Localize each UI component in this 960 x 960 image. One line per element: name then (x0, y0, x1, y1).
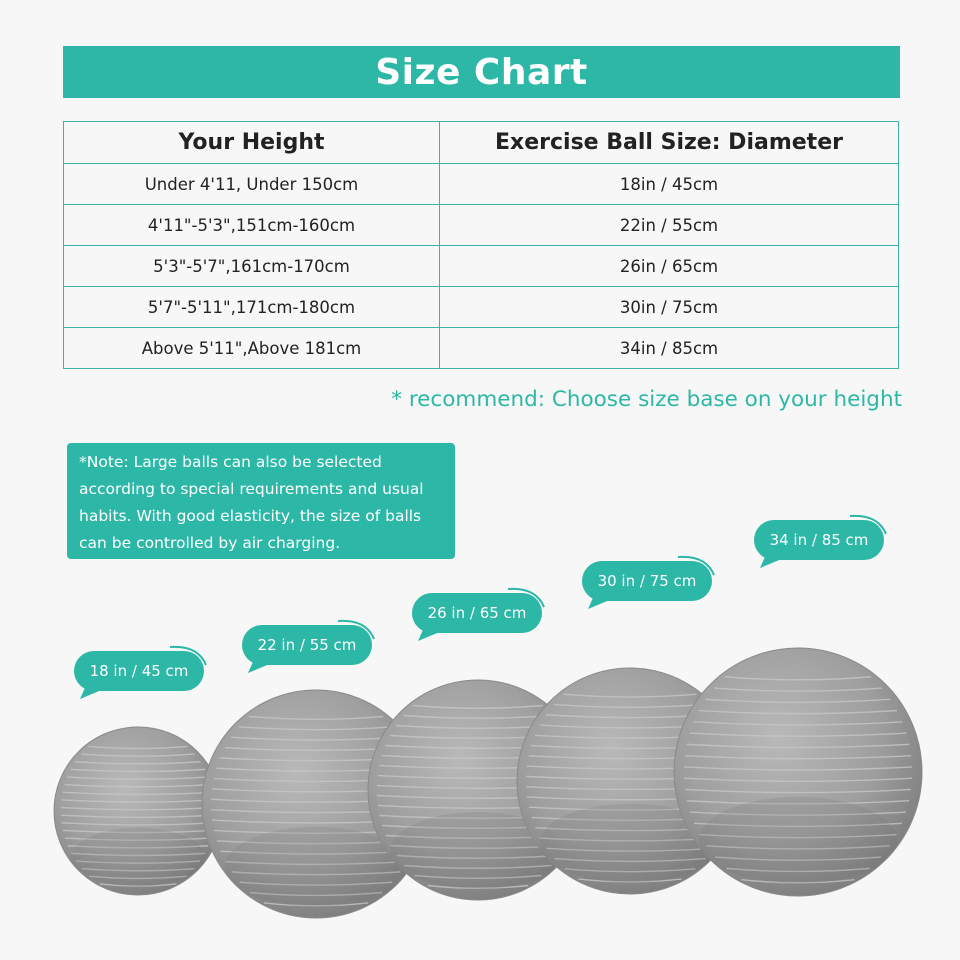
ball-size-label: 26 in / 65 cm (427, 604, 527, 622)
header-diameter: Exercise Ball Size: Diameter (440, 122, 899, 164)
size-label-bubble (412, 589, 544, 641)
height-cell: 5'3"-5'7",161cm-170cm (64, 246, 440, 287)
note-line: habits. With good elasticity, the size of balls (79, 507, 422, 525)
exercise-ball (54, 727, 222, 895)
recommend-text: * recommend: Choose size base on your height (391, 387, 902, 412)
ball-size-label: 18 in / 45 cm (89, 662, 189, 680)
height-cell: 4'11"-5'3",151cm-160cm (64, 205, 440, 246)
ball-size-label: 34 in / 85 cm (769, 531, 869, 549)
note-line: can be controlled by air charging. (79, 534, 341, 552)
size-label-bubble (242, 621, 374, 673)
size-label-bubble (754, 516, 886, 568)
diameter-cell: 26in / 65cm (440, 246, 899, 287)
diameter-cell: 22in / 55cm (440, 205, 899, 246)
diameter-cell: 30in / 75cm (440, 287, 899, 328)
size-label-bubble (74, 647, 206, 699)
diameter-cell: 34in / 85cm (440, 328, 899, 369)
exercise-ball (674, 648, 922, 896)
height-cell: Above 5'11",Above 181cm (64, 328, 440, 369)
header-height: Your Height (64, 122, 440, 164)
ball-size-label: 30 in / 75 cm (597, 572, 697, 590)
ball-size-label: 22 in / 55 cm (257, 636, 357, 654)
diameter-cell: 18in / 45cm (440, 164, 899, 205)
note-line: *Note: Large balls can also be selected (79, 453, 382, 471)
note-line: according to special requirements and usual (79, 480, 424, 498)
size-label-bubble (582, 557, 714, 609)
height-cell: Under 4'11, Under 150cm (64, 164, 440, 205)
height-cell: 5'7"-5'11",171cm-180cm (64, 287, 440, 328)
page-title: Size Chart (375, 51, 588, 93)
